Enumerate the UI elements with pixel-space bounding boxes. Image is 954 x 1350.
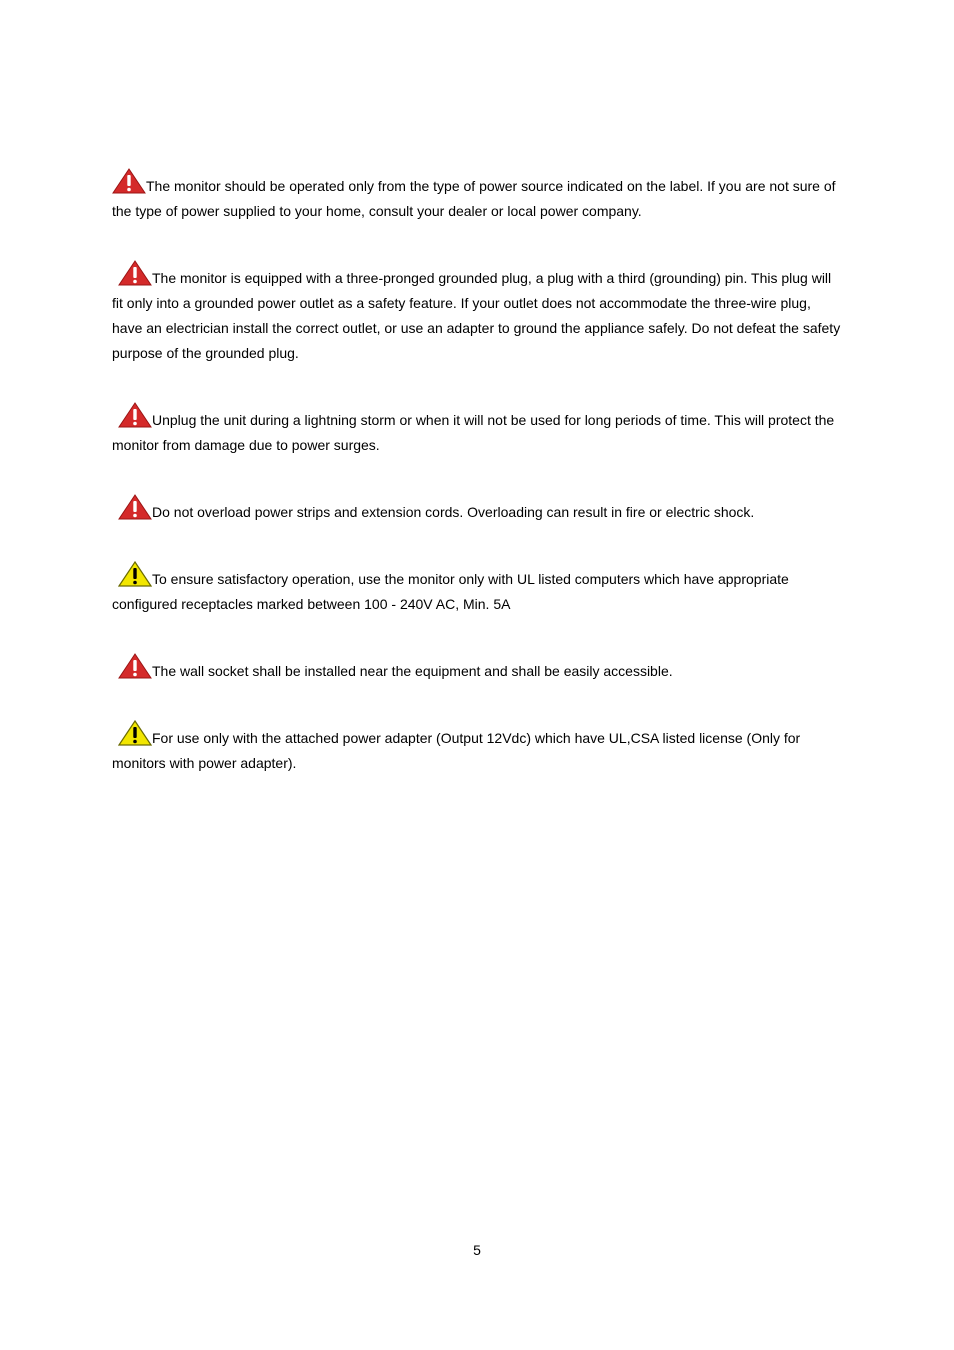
warning-power-source xyxy=(112,168,844,224)
warning-text: Unplug the unit during a lightning storm or when it will not be used for long periods of time. This will protect the monitor from damage due to power surges. xyxy=(112,412,835,453)
warning-wall-socket xyxy=(112,653,844,684)
danger-warning-icon xyxy=(118,260,152,286)
page-number: 5 xyxy=(473,1242,481,1258)
warning-grounded-plug xyxy=(112,260,844,366)
warning-overload xyxy=(112,494,844,525)
warning-power-adapter xyxy=(112,720,844,776)
caution-warning-icon xyxy=(118,561,152,587)
danger-warning-icon xyxy=(118,653,152,679)
danger-warning-icon xyxy=(118,494,152,520)
warning-text: The wall socket shall be installed near the equipment and shall be easily accessible. xyxy=(152,663,673,679)
warning-text: Do not overload power strips and extension cords. Overloading can result in fire or electric shock. xyxy=(152,504,755,520)
danger-warning-icon xyxy=(112,168,146,194)
warning-ul-computers xyxy=(112,561,844,617)
warning-text: For use only with the attached power adapter (Output 12Vdc) which have UL,CSA listed license (Only for monitors with power adapter). xyxy=(112,730,801,771)
safety-warnings-list xyxy=(112,168,844,812)
caution-warning-icon xyxy=(118,720,152,746)
warning-text: The monitor is equipped with a three-pronged grounded plug, a plug with a third (grounding) pin. This plug will fit only into a grounded power outlet as a safety feature. If your outlet does not accommodate the three-wire plug, have an electrician install the correct outlet, or use an adapter to ground the appliance safely. Do not defeat the safety purpose of the grounded plug. xyxy=(112,270,841,361)
warning-lightning-storm xyxy=(112,402,844,458)
danger-warning-icon xyxy=(118,402,152,428)
warning-text: To ensure satisfactory operation, use the monitor only with UL listed computers which have appropriate configured receptacles marked between 100 - 240V AC, Min. 5A xyxy=(112,571,789,612)
warning-text: The monitor should be operated only from the type of power source indicated on the label. If you are not sure of the type of power supplied to your home, consult your dealer or local power company. xyxy=(112,178,836,219)
